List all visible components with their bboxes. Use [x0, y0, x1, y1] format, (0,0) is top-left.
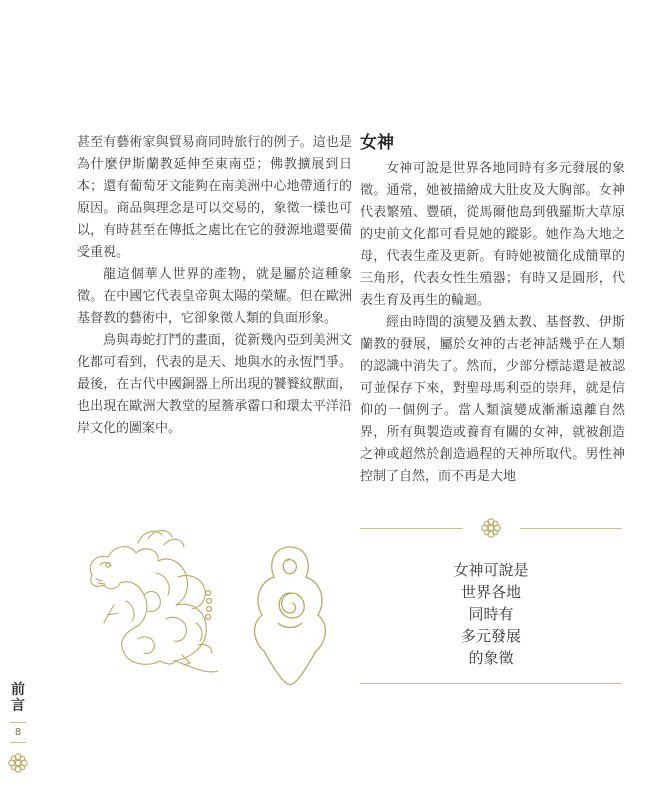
divider	[10, 742, 26, 743]
paragraph: 甚至有藝術家與貿易商同時旅行的例子。這也是為什麼伊斯蘭教延伸至東南亞；佛教擴展到日本；還有葡萄牙文能夠在南美洲中心地帶通行的原因。商品與理念是可以交易的，象徵一樣也可以，有時甚至在傳抵之處比在它的發源地還要備受重視。	[77, 135, 352, 260]
dragon-illustration	[78, 515, 358, 685]
pull-quote-line: 女神可說是	[453, 561, 529, 579]
pull-quote-line: 世界各地	[460, 583, 521, 601]
pull-quote	[360, 517, 622, 685]
paragraph: 女神可說是世界各地同時有多元發展的象徵。通常，她被描繪成大肚皮及大胸部。女神代表繁殖、豐碩，從馬爾他島到俄羅斯大草原的史前文化都可看見她的蹤影。她作為大地之母，代表生產及更新。有時她被簡化成簡單的三角形，代表女性生殖器；有時又是圓形，代表生育及再生的輪迴。	[360, 161, 625, 308]
paragraph: 經由時間的演變及猶太教、基督教、伊斯蘭教的發展，屬於女神的古老神話幾乎在人類的認識中消失了。然而，少部分標誌還是被認可並保存下來，對聖母馬利亞的崇拜，就是信仰的一個例子。當人類演變成漸漸遠離自然界，所有與製造或養育有關的女神，就被創造之神或超然於創造過程的天神所取代。男性神控制了自然，而不再是大地	[360, 315, 625, 484]
flower-ornament-icon	[480, 517, 502, 539]
flower-ornament-icon	[7, 752, 29, 774]
left-text-column	[77, 132, 352, 440]
spiral-goddess-illustration	[255, 547, 326, 685]
pull-quote-text	[360, 559, 622, 669]
right-text-column	[360, 132, 625, 488]
chapter-label: 前言	[11, 682, 25, 714]
pull-quote-line: 的象徵	[468, 649, 514, 667]
illustrations	[78, 515, 358, 685]
section-title: 女神	[360, 133, 394, 153]
page-number: 8	[14, 727, 22, 738]
paragraph: 鳥與毒蛇打鬥的畫面，從新幾內亞到美洲文化都可看到，代表的是天、地與水的永恆鬥爭。最後，在古代中國銅器上所出現的饕餮紋獸面，也出現在歐洲大教堂的屋簷承霤口和環太平洋沿岸文化的圖案中。	[77, 333, 352, 436]
paragraph: 龍這個華人世界的產物，就是屬於這種象徵。在中國它代表皇帝與太陽的榮耀。但在歐洲基督教的藝術中，它卻象徵人類的負面形象。	[77, 267, 352, 326]
divider	[10, 722, 26, 723]
pull-quote-line: 同時有	[468, 605, 514, 623]
pull-quote-line: 多元發展	[460, 627, 521, 645]
